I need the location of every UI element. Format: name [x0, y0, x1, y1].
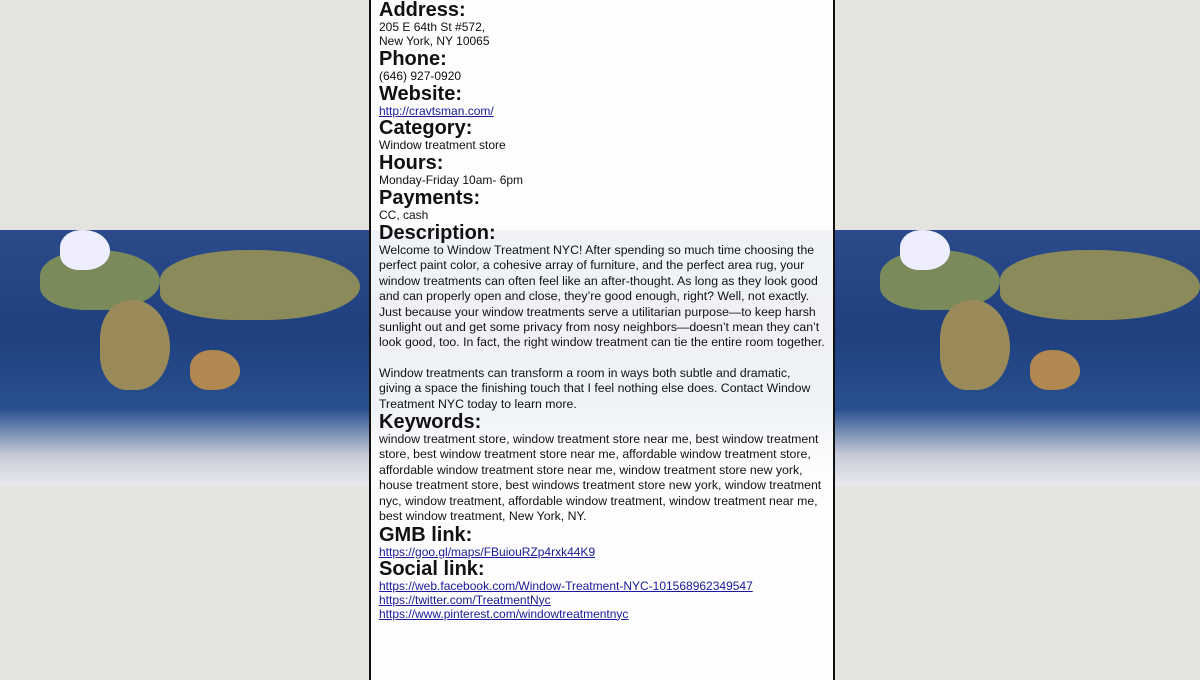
address-line: 205 E 64th St #572,	[379, 20, 486, 34]
social-heading: Social link:	[379, 557, 485, 580]
description-paragraph: Window treatments can transform a room in ways both subtle and dramatic, giving a space the finishing touch that I feel nothing else does. Contact Window Treatment NYC today to learn more.	[379, 365, 811, 411]
category-value: Window treatment store	[379, 138, 506, 152]
phone-value: (646) 927-0920	[379, 69, 462, 83]
facebook-link[interactable]: https://web.facebook.com/Window-Treatment-NYC-101568962349547	[379, 578, 753, 593]
description-paragraph: Welcome to Window Treatment NYC! After spending so much time choosing the perfect paint color, a cohesive array of furniture, and the perfect area rug, your window treatments can often feel like an after-thought. As long as they look good and can properly open and close, they’re good enough, right? Well, not exactly. Just because your window treatments serve a utilitarian purpose—to keep harsh sunlight out and get some privacy from nosy neighbors—doesn’t mean they can’t look good, too. In fact, the right window treatment can tie the entire room together.	[379, 243, 825, 350]
website-link[interactable]: http://cravtsman.com/	[379, 104, 494, 118]
category-heading: Category:	[379, 117, 473, 139]
payments-value: CC, cash	[379, 208, 429, 222]
gmb-link[interactable]: https://goo.gl/maps/FBuiouRZp4rxk44K9	[379, 544, 596, 559]
business-info-panel	[369, 0, 835, 680]
pinterest-link[interactable]: https://www.pinterest.com/windowtreatmentnyc	[379, 606, 629, 621]
description-heading: Description:	[379, 222, 496, 244]
gmb-heading: GMB link:	[379, 523, 473, 546]
address-heading: Address:	[379, 0, 466, 21]
keywords-heading: Keywords:	[379, 411, 482, 434]
twitter-link[interactable]: https://twitter.com/TreatmentNyc	[379, 592, 551, 607]
keywords-value: window treatment store, window treatment store near me, best window treatment store, best window treatment store near me, affordable window treatment store, affordable window treatment store near me, window treatment store new york, house treatment store, best windows treatment store new york, window treatment nyc, window treatment, affordable window treatment, window treatment near me, best window treatment, New York, NY.	[379, 432, 822, 524]
phone-heading: Phone:	[379, 48, 447, 70]
hours-heading: Hours:	[379, 152, 444, 174]
hours-value: Monday-Friday 10am- 6pm	[379, 173, 524, 187]
website-heading: Website:	[379, 83, 462, 105]
payments-heading: Payments:	[379, 187, 481, 209]
address-line: New York, NY 10065	[379, 34, 490, 48]
